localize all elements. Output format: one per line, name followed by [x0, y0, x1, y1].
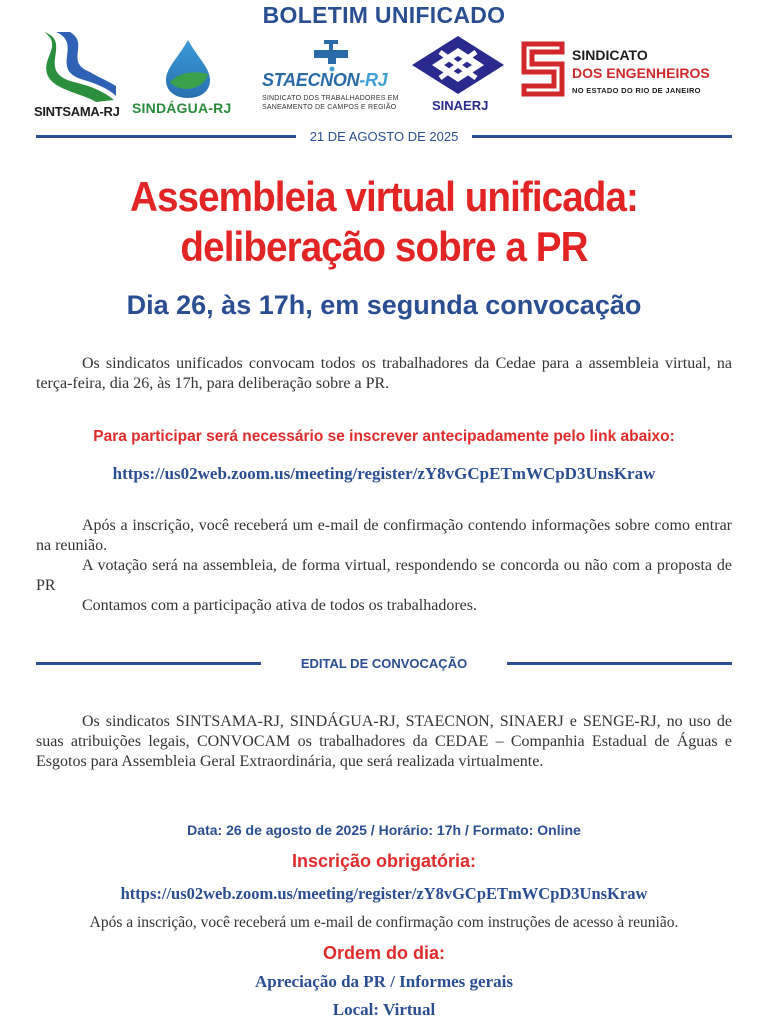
divider-line-right [507, 662, 732, 665]
after-line-3: Contamos com a participação ativa de todos os trabalhadores. [82, 597, 477, 614]
divider-line-left [36, 662, 261, 665]
divider-line-left [36, 135, 296, 138]
after-line-2: A votação será na assembleia, de forma virtual, respondendo se concorda ou não com a proposta de PR [36, 557, 732, 594]
register-link[interactable]: https://us02web.zoom.us/meeting/register/zY8vGCpETmWCpD3UnsKraw [112, 464, 656, 483]
meeting-info: Data: 26 de agosto de 2025 / Horário: 17h / Formato: Online [187, 822, 581, 838]
river-road-icon [34, 32, 116, 102]
headline-line-2: deliberação sobre a PR [180, 223, 588, 270]
sindagua-label: SINDÁGUA-RJ [132, 100, 232, 116]
bulletin-date: 21 DE AGOSTO DE 2025 [309, 129, 459, 144]
senge-line1: SINDICATO [572, 47, 648, 63]
staecnon-subtitle: SINDICATO DOS TRABALHADORES EM SANEAMENTO DE CAMPOS E REGIÃO [262, 95, 399, 111]
meeting-location: Local: Virtual [332, 1000, 436, 1019]
headline-line-1: Assembleia virtual unificada: [129, 173, 639, 220]
ordem-do-dia-items: Apreciação da PR / Informes gerais [255, 972, 513, 991]
senge-line3: NO ESTADO DO RIO DE JANEIRO [572, 86, 701, 95]
edital-divider [36, 656, 732, 671]
senge-line2: DOS ENGENHEIROS [572, 65, 710, 81]
sintsama-logo [34, 32, 120, 122]
subheadline: Dia 26, às 17h, em segunda convocação [126, 290, 642, 320]
ordem-do-dia-title: Ordem do dia: [322, 943, 445, 963]
after-line-1: Após a inscrição, você receberá um e-mail de confirmação contendo informações sobre como entrar na reunião. [36, 517, 732, 554]
date-divider [36, 129, 732, 144]
access-note: Após a inscrição, você receberá um e-mail de confirmação com instruções de acesso à reunião. [89, 914, 679, 931]
sinaerj-label: SINAERJ [432, 98, 489, 113]
edital-paragraph [36, 712, 732, 772]
staecnon-label: STAECNON-RJ [262, 70, 388, 90]
sinaerj-logo [410, 34, 506, 120]
edital-text: Os sindicatos SINTSAMA-RJ, SINDÁGUA-RJ, STAECNON, SINAERJ e SENGE-RJ, no uso de suas atribuições legais, CONVOCAM os trabalhadores da CEDAE – Companhia Estadual de Águas e Esgotos para Assembleia Geral Extraordinária, que será realizada virtualmente. [36, 713, 732, 770]
intro-paragraph [36, 354, 732, 394]
diamond-mark-icon [410, 34, 506, 96]
register-note: Para participar será necessário se inscrever antecipadamente pelo link abaixo: [93, 428, 675, 445]
s-mark-icon [520, 40, 566, 98]
page-title: BOLETIM UNIFICADO [262, 2, 506, 28]
sindagua-logo [128, 38, 243, 122]
edital-title: EDITAL DE CONVOCAÇÃO [300, 656, 468, 671]
faucet-icon [306, 38, 356, 72]
staecnon-logo [260, 38, 400, 124]
divider-line-right [472, 135, 732, 138]
water-drop-icon [158, 38, 218, 98]
intro-text: Os sindicatos unificados convocam todos os trabalhadores da Cedae para a assembleia virtual, na terça-feira, dia 26, às 17h, para deliberação sobre a PR. [36, 355, 732, 392]
senge-logo [520, 40, 740, 104]
headline [31, 172, 738, 272]
after-registration-paragraph [36, 516, 732, 616]
sintsama-label: SINTSAMA-RJ [34, 104, 120, 119]
inscricao-link[interactable]: https://us02web.zoom.us/meeting/register/zY8vGCpETmWCpD3UnsKraw [120, 884, 648, 903]
inscricao-title: Inscrição obrigatória: [291, 851, 477, 871]
